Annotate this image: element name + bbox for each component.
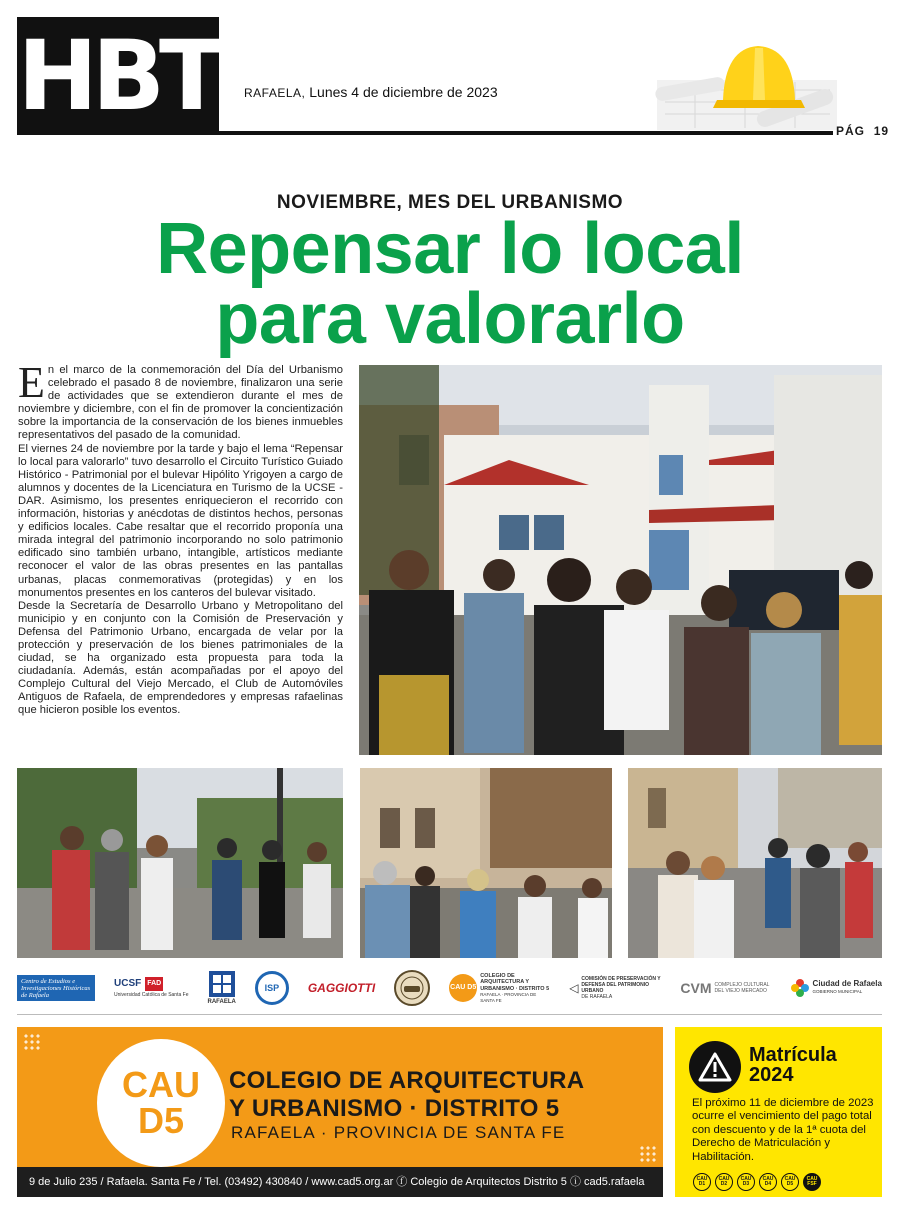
photo-tour-group-house [360, 768, 612, 958]
sponsor-comision-sub: DE RAFAELA [581, 994, 613, 1000]
matricula-text: El próximo 11 de diciembre de 2023 ocurre el vencimiento del pago total con descuento y de la 1ª cuota del Derecho de Matriculación y Habilitación. [692, 1097, 874, 1163]
district-badge: CAU D3 [737, 1173, 755, 1191]
sponsor-fad: FAD [145, 977, 163, 991]
comision-arrow-icon: ◁ [569, 981, 579, 995]
headline-line-2: para valorarlo [215, 279, 685, 359]
sponsor-ceihr [17, 975, 95, 1001]
photo-tour-group-main [359, 365, 882, 755]
sponsor-cau-text: COLEGIO DE ARQUITECTURA Y URBANISMO · DISTRITO 5 [480, 972, 550, 992]
photo-tour-group-plaza [17, 768, 343, 958]
sponsor-gaggiotti-logo: GAGGIOTTI [307, 981, 376, 995]
cau-logo-line-2: D5 [137, 1100, 185, 1141]
district-badge: CAU D5 [781, 1173, 799, 1191]
district-badges [693, 1173, 821, 1191]
ciudad-rafaela-logo-icon [790, 978, 810, 998]
page-label: PÁG [836, 124, 866, 138]
dateline-date: Lunes 4 de diciembre de 2023 [309, 84, 498, 100]
viejo-mercado-logo-icon: CVM [680, 980, 712, 996]
district-badge: CAU D2 [715, 1173, 733, 1191]
decorative-dots [639, 1145, 657, 1163]
article-paragraph-1-text: n el marco de la conmemoración del Día del Urbanismo celebrado el pasado 8 de noviembre, finalizaron una serie de actividades que se extendieron durante el mes de noviembre y diciembre, con el fin de promover la concientización sobre la importancia de la conservación de los bienes inmuebles representativos del pasado de la comunidad. [18, 364, 343, 442]
sponsor-club-autos [394, 970, 430, 1006]
sponsors-strip [17, 964, 882, 1012]
sponsor-cau [449, 973, 550, 1004]
sponsors-divider [17, 1014, 882, 1015]
ad-subtitle: RAFAELA · PROVINCIA DE SANTA FE [231, 1123, 566, 1142]
sponsor-ciudad-sub: GOBIERNO MUNICIPAL [812, 989, 863, 994]
ad-title-line-1: COLEGIO DE ARQUITECTURA [229, 1067, 585, 1094]
sponsor-isp-logo: ISP [255, 971, 289, 1005]
district-badge: CAU D4 [759, 1173, 777, 1191]
sponsor-ucse [208, 971, 236, 1006]
cau-d5-advertisement [17, 1027, 663, 1197]
photo-tour-group-street [628, 768, 882, 958]
matricula-notice [675, 1027, 882, 1197]
hard-hat-blueprint-icon [655, 40, 840, 132]
hbt-logo: HBT [17, 17, 219, 135]
sponsor-cau-sub: RAFAELA · PROVINCIA DE SANTA FE [480, 992, 537, 1003]
ad-contact-footer: 9 de Julio 235 / Rafaela. Santa Fe / Tel. (03492) 430840 / www.cad5.org.ar ⓕ Colegio de Arquitectos Distrito 5 ⓘ cad5.rafaela [17, 1167, 663, 1197]
district-badge: CAU D1 [693, 1173, 711, 1191]
drop-cap: E [18, 358, 45, 407]
sponsor-viejo-mercado [680, 982, 770, 994]
article-body [18, 358, 343, 718]
sponsor-comision-text: COMISIÓN DE PRESERVACIÓN Y DEFENSA DEL PATRIMONIO URBANO [581, 976, 661, 994]
sponsor-cau-logo: CAU D5 [449, 974, 477, 1002]
dateline [244, 84, 498, 100]
ucse-logo-icon [209, 971, 235, 997]
cau-d5-logo [97, 1039, 225, 1167]
sponsor-ucse-sub: RAFAELA [207, 998, 236, 1005]
sponsor-comision [569, 976, 661, 1000]
sponsor-ucsf-name: UCSF [114, 978, 142, 989]
decorative-dots [23, 1033, 41, 1051]
sponsor-gaggiotti [307, 981, 376, 995]
cau-logo-line-1: CAU [122, 1064, 200, 1105]
article-paragraph-3: Desde la Secretaría de Desarrollo Urbano y Metropolitano del municipio y en conjunto con la Comisión de Preservación y Defensa del Patrimonio Urbano, encargada de velar por la protección y preservación de los bienes patrimoniales de la ciudad, se ha organizado esta propuesta para toda la ciudadanía. Además, están acompañadas por el apoyo del Complejo Cultural del Viejo Mercado, el Club de Automóviles Antiguos de Rafaela, de emprendedores y empresas rafaelinas que hicieron posible los eventos. [18, 599, 343, 717]
section-kicker: NOVIEMBRE, MES DEL URBANISMO [276, 192, 624, 213]
vintage-car-club-icon [394, 970, 430, 1006]
sponsor-ucsf-sub: Universidad Católica de Santa Fe [114, 992, 189, 998]
sponsor-ucsf [114, 977, 189, 999]
article-paragraph-1 [18, 358, 343, 443]
masthead-rule [219, 131, 833, 135]
matricula-title: Matrícula 2024 [749, 1044, 837, 1086]
dateline-city: RAFAELA, [244, 86, 306, 100]
ad-title-line-2: Y URBANISMO · DISTRITO 5 [229, 1095, 560, 1122]
warning-icon [689, 1041, 741, 1093]
sponsor-viejo-mercado-text: COMPLEJO CULTURAL DEL VIEJO MERCADO [714, 982, 770, 994]
article-paragraph-2: El viernes 24 de noviembre por la tarde y bajo el lema “Repensar lo local para valorarlo” tuvo desarrollo el Circuito Turístico Guiado Histórico - Patrimonial por el bulevar Hipólito Yrigoyen a cargo de alumnos y docentes de la Licenciatura en Turismo de la UCSE - DAR. Asimismo, los presentes enriquecieron el recorrido con información, historias y anécdotas de distintos hechos, personas y edificios locales. Cabe resaltar que el recorrido proponía una mirada integral del patrimonio incorporando no solo patrimonio edificado sino también urbano, intangible, artísticos mediante reconocer el valor de las obras presentes en las pantallas urbanas, placas conmemorativas (protegidas) y en los monumentos presentes en los canteros del bulevar visitado. [18, 442, 343, 599]
page-number-value: 19 [873, 124, 890, 138]
sponsor-ciudad-name: Ciudad de Rafaela [812, 979, 882, 988]
district-badge: CAU FSF [803, 1173, 821, 1191]
sponsor-ciudad-rafaela [790, 978, 882, 998]
page-number [836, 124, 889, 138]
sponsor-isp [255, 971, 289, 1005]
headline-line-1: Repensar lo local [156, 209, 744, 289]
headline [0, 209, 900, 359]
sponsor-ceihr-logo: Centro de Estudios e Investigaciones Históricas de Rafaela [17, 975, 95, 1001]
